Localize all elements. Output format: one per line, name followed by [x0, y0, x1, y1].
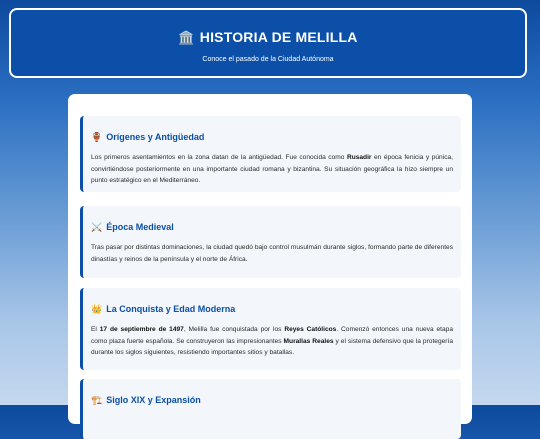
section-title-text: Orígenes y Antigüedad — [106, 132, 205, 142]
text-fragment: . Comenzó entonces una nueva etapa como plaza fuerte española. Se construyeron las impresionantes — [91, 326, 453, 345]
section-medieval — [80, 206, 461, 278]
construction-icon: 🏗️ — [91, 395, 103, 405]
section-title-text: Siglo XIX y Expansión — [106, 395, 201, 405]
building-icon: 🏛️ — [178, 30, 195, 45]
text-fragment: en época fenicia y púnica, convirtiéndose posteriormente en una importante ciudad romana y bizantina. Su situación geográfica la hizo siempre un punto estratégico en el Mediterráneo. — [91, 154, 453, 184]
bold-text: Reyes Católicos — [284, 326, 337, 333]
text-fragment: Los primeros asentamientos en la zona datan de la antigüedad. Fue conocida como — [91, 154, 347, 161]
text-fragment: El — [91, 326, 100, 333]
section-text — [91, 242, 453, 265]
text-fragment: Tras pasar por distintas dominaciones, la ciudad quedó bajo control musulmán durante siglos, formando parte de diferentes dinastías y reinos de la península y el norte de África. — [91, 244, 453, 263]
section-title-text: Época Medieval — [106, 222, 174, 232]
section-title-text: La Conquista y Edad Moderna — [106, 304, 236, 314]
bold-text: Murallas Reales — [283, 337, 334, 345]
page-title — [11, 29, 525, 46]
bold-text: Rusadir — [346, 154, 372, 161]
section-title — [91, 132, 204, 143]
section-title — [91, 222, 174, 233]
section-conquest — [80, 288, 461, 370]
text-fragment: , Melilla fue conquistada por los — [183, 326, 285, 333]
section-19th-century — [80, 379, 461, 439]
section-origins — [80, 116, 461, 192]
section-title — [91, 304, 235, 315]
section-title — [91, 395, 201, 406]
bold-text: 17 de septiembre de 1497 — [99, 326, 184, 333]
section-text — [91, 152, 453, 187]
page-title-text: HISTORIA DE MELILLA — [199, 29, 358, 45]
page-header — [9, 8, 527, 78]
amphora-icon: 🏺 — [91, 132, 103, 142]
crossed-swords-icon: ⚔️ — [91, 222, 103, 232]
crown-icon: 👑 — [91, 304, 103, 314]
page-subtitle: Conoce el pasado de la Ciudad Autónoma — [202, 56, 334, 63]
text-fragment: y el sistema defensivo que la protegería durante los siglos siguientes, resistiendo importantes sitios y batallas. — [91, 337, 453, 356]
section-text — [91, 324, 453, 359]
content-card — [68, 94, 472, 424]
